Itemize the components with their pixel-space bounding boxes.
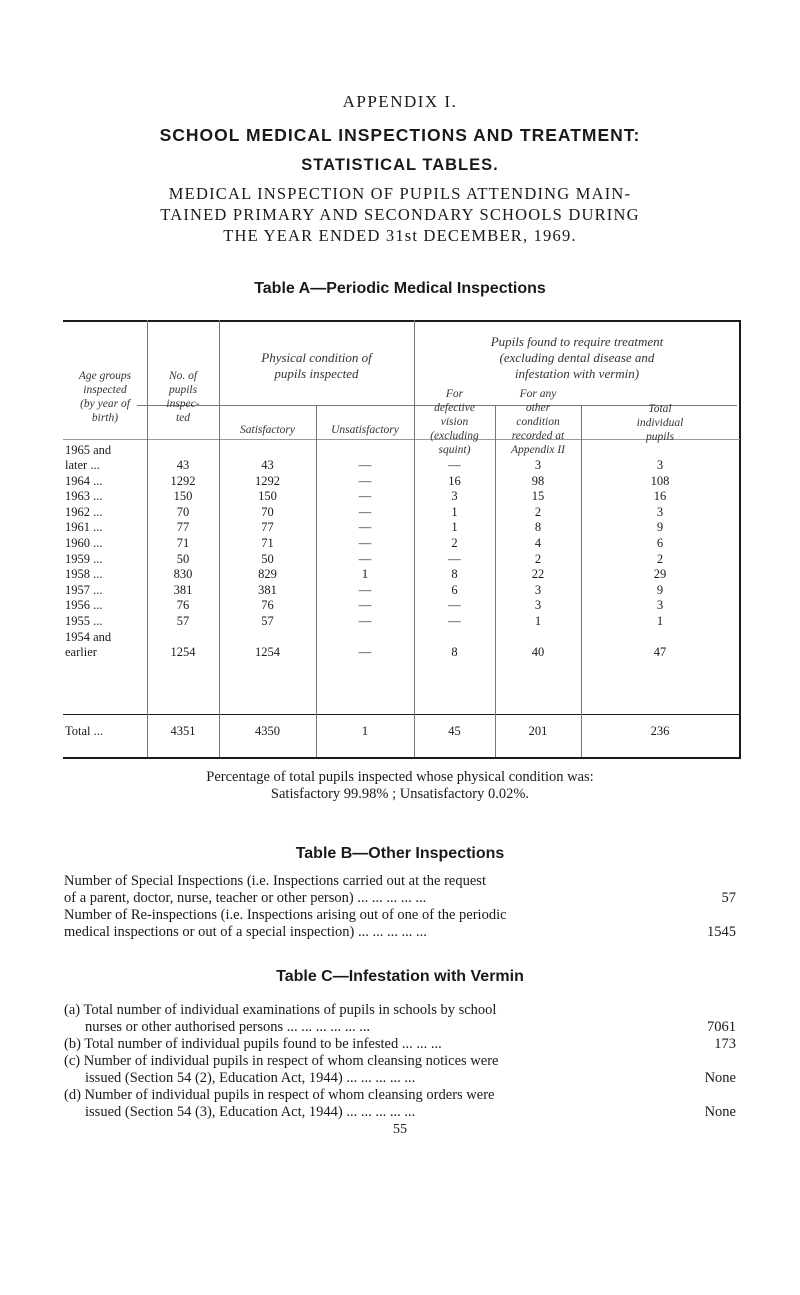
row-sat: 43 bbox=[261, 458, 274, 472]
total-no: 4351 bbox=[170, 724, 196, 738]
col-no-line-4: ted bbox=[175, 412, 191, 424]
table-b-heading: Table B—Other Inspections bbox=[295, 845, 505, 862]
row-age: 1958 ... bbox=[65, 567, 103, 582]
col-other-line-5: Appendix II bbox=[511, 444, 565, 456]
col-satisfactory: Satisfactory bbox=[240, 424, 295, 436]
row-sat: 1292 bbox=[255, 473, 280, 488]
table-c-item-a-value: 7061 bbox=[707, 1019, 736, 1035]
table-row bbox=[63, 474, 740, 489]
table-row bbox=[63, 629, 740, 660]
row-age: 1955 ... bbox=[65, 614, 103, 628]
table-c-item-b-line-1: (b) Total number of individual pupils found to be infested ... ... ... 173 bbox=[64, 1036, 736, 1052]
row-sat: 76 bbox=[261, 598, 274, 613]
row-other: 2 bbox=[534, 551, 542, 566]
row-other: 15 bbox=[531, 489, 545, 504]
table-b-item-2-line-2: medical inspections or out of a special inspection) ... ... ... ... ... 1545 bbox=[64, 924, 736, 940]
row-other: 3 bbox=[534, 458, 542, 472]
row-no: 830 bbox=[173, 567, 193, 582]
row-total: 3 bbox=[656, 458, 664, 472]
group-treatment-line-3: infestation with vermin) bbox=[514, 366, 640, 381]
row-other: 98 bbox=[531, 473, 545, 488]
table-a bbox=[63, 320, 740, 759]
percentage-line-2: Satisfactory 99.98% ; Unsatisfactory 0.02%. bbox=[270, 786, 530, 802]
total-vision: 45 bbox=[448, 724, 461, 738]
intro-line-1: MEDICAL INSPECTION OF PUPILS ATTENDING MAIN- bbox=[168, 184, 632, 203]
table-row bbox=[63, 489, 740, 504]
row-age: 1961 ... bbox=[65, 520, 103, 535]
row-no: 1292 bbox=[170, 473, 196, 488]
row-vision: — bbox=[448, 458, 461, 472]
table-row bbox=[63, 505, 740, 520]
row-age-first-line: 1954 and bbox=[65, 629, 112, 644]
table-c-item-b-value: 173 bbox=[714, 1036, 736, 1052]
row-vision: 16 bbox=[448, 473, 461, 488]
row-sat: 50 bbox=[261, 551, 274, 566]
row-unsat: — bbox=[358, 551, 372, 566]
row-vision: — bbox=[448, 598, 461, 613]
row-sat: 70 bbox=[261, 504, 274, 519]
col-total-line-2: individual bbox=[636, 417, 684, 429]
col-unsatisfactory: Unsatisfactory bbox=[331, 424, 399, 436]
row-other: 4 bbox=[534, 536, 542, 550]
table-c-item-d-value: None bbox=[704, 1104, 736, 1120]
table-b-item-2-value: 1545 bbox=[707, 924, 736, 940]
table-row bbox=[63, 567, 740, 582]
row-unsat: — bbox=[358, 458, 372, 472]
col-other-line-1: For any bbox=[519, 388, 557, 400]
row-age: 1957 ... bbox=[65, 582, 103, 597]
row-no: 43 bbox=[176, 458, 190, 472]
group-treatment-line-1: Pupils found to require treatment bbox=[490, 334, 664, 349]
col-total-line-1: Total bbox=[648, 403, 672, 415]
row-other: 8 bbox=[534, 520, 542, 535]
total-sat: 4350 bbox=[255, 724, 280, 738]
row-no: 76 bbox=[176, 598, 190, 613]
col-no-line-2: pupils bbox=[168, 384, 198, 396]
total-unsat: 1 bbox=[361, 724, 369, 738]
table-c-item-a-line-2: nurses or other authorised persons ... ... ... ... ... ... 7061 bbox=[85, 1019, 736, 1035]
col-vision-line-5: squint) bbox=[438, 444, 471, 456]
row-other: 3 bbox=[534, 582, 542, 597]
col-total-line-3: pupils bbox=[645, 431, 675, 443]
row-vision: 3 bbox=[451, 489, 458, 504]
appendix-label: APPENDIX I. bbox=[342, 92, 458, 111]
row-sat: 1254 bbox=[255, 644, 280, 659]
group-physical-line-1: Physical condition of bbox=[261, 350, 372, 365]
row-age: later ... bbox=[65, 458, 100, 472]
table-row bbox=[63, 614, 740, 629]
row-age: 1964 ... bbox=[65, 473, 103, 488]
table-c-item-d-line-2: issued (Section 54 (3), Education Act, 1944) ... ... ... ... ... None bbox=[85, 1104, 736, 1120]
table-a-total-row bbox=[63, 724, 740, 739]
col-other-line-2: other bbox=[525, 402, 551, 414]
col-no-line-1: No. of bbox=[168, 370, 198, 382]
table-c-item-c-line-1: (c) Number of individual pupils in respect of whom cleansing notices were bbox=[64, 1053, 499, 1069]
table-c-heading: Table C—Infestation with Vermin bbox=[276, 968, 524, 985]
table-row bbox=[63, 536, 740, 551]
table-row bbox=[63, 583, 740, 598]
group-physical-line-2: pupils inspected bbox=[274, 366, 359, 381]
page-subtitle: STATISTICAL TABLES. bbox=[301, 156, 499, 174]
row-vision: 2 bbox=[451, 536, 458, 550]
table-c-item-d-line-1: (d) Number of individual pupils in respect of whom cleansing orders were bbox=[64, 1087, 495, 1103]
row-no: 1254 bbox=[170, 644, 196, 659]
table-row bbox=[63, 598, 740, 613]
col-other-line-3: condition bbox=[516, 416, 560, 428]
table-b-item-1-line-2: of a parent, doctor, nurse, teacher or other person) ... ... ... ... ... 57 bbox=[64, 890, 736, 906]
row-total: 6 bbox=[656, 536, 664, 550]
col-age-line-4: birth) bbox=[91, 412, 119, 424]
table-c-item-a-line-1: (a) Total number of individual examinations of pupils in schools by school bbox=[64, 1002, 497, 1018]
col-no-line-3: inspec- bbox=[166, 398, 200, 410]
percentage-line-1: Percentage of total pupils inspected whose physical condition was: bbox=[206, 769, 594, 785]
row-total: 2 bbox=[656, 551, 664, 566]
page-number: 55 bbox=[393, 1122, 407, 1137]
row-no: 71 bbox=[176, 536, 190, 550]
row-age: 1962 ... bbox=[65, 504, 103, 519]
row-total: 3 bbox=[656, 598, 664, 613]
row-age: 1959 ... bbox=[65, 551, 103, 566]
row-age: 1960 ... bbox=[65, 536, 103, 550]
table-b-item-2-line-1: Number of Re-inspections (i.e. Inspections arising out of one of the periodic bbox=[64, 907, 507, 923]
row-age: earlier bbox=[65, 644, 97, 659]
table-row bbox=[63, 552, 740, 567]
row-no: 77 bbox=[176, 520, 190, 535]
row-unsat: — bbox=[358, 644, 372, 659]
total-total: 236 bbox=[650, 724, 670, 738]
col-vision-line-2: defective bbox=[434, 402, 475, 414]
row-no: 50 bbox=[176, 551, 190, 566]
row-total: 9 bbox=[656, 520, 664, 535]
row-unsat: — bbox=[358, 473, 372, 488]
col-age-line-1: Age groups bbox=[78, 370, 132, 382]
col-age-line-3: (by year of bbox=[80, 398, 130, 410]
row-total: 3 bbox=[656, 504, 664, 519]
table-a-heading: Table A—Periodic Medical Inspections bbox=[254, 280, 546, 297]
row-vision: 1 bbox=[451, 520, 458, 535]
table-row bbox=[63, 520, 740, 535]
row-age-first-line: 1965 and bbox=[65, 443, 112, 457]
intro-line-3: THE YEAR ENDED 31st DECEMBER, 1969. bbox=[223, 226, 577, 245]
row-total: 108 bbox=[650, 473, 670, 488]
row-unsat: — bbox=[358, 536, 372, 550]
row-unsat: — bbox=[358, 614, 372, 628]
total-other: 201 bbox=[528, 724, 548, 738]
row-sat: 829 bbox=[258, 567, 277, 582]
row-total: 29 bbox=[653, 567, 667, 582]
intro-line-2: TAINED PRIMARY AND SECONDARY SCHOOLS DURING bbox=[160, 205, 640, 224]
row-no: 70 bbox=[176, 504, 190, 519]
col-other-line-4: recorded at bbox=[511, 430, 565, 442]
row-no: 57 bbox=[176, 614, 190, 628]
row-unsat: — bbox=[358, 582, 372, 597]
row-sat: 71 bbox=[261, 536, 274, 550]
row-unsat: — bbox=[358, 489, 372, 504]
row-vision: 1 bbox=[451, 504, 458, 519]
row-vision: 8 bbox=[451, 567, 458, 582]
row-sat: 57 bbox=[261, 614, 274, 628]
table-b-item-1-value: 57 bbox=[721, 890, 736, 906]
row-total: 16 bbox=[653, 489, 667, 504]
page-title: SCHOOL MEDICAL INSPECTIONS AND TREATMENT: bbox=[159, 125, 641, 145]
row-sat: 77 bbox=[261, 520, 274, 535]
row-vision: — bbox=[448, 551, 461, 566]
row-unsat: 1 bbox=[361, 567, 369, 582]
row-total: 47 bbox=[653, 644, 667, 659]
row-total: 9 bbox=[656, 582, 664, 597]
row-age: 1956 ... bbox=[65, 598, 103, 613]
row-other: 3 bbox=[534, 598, 542, 613]
row-vision: 8 bbox=[451, 644, 458, 659]
row-no: 381 bbox=[173, 582, 193, 597]
row-unsat: — bbox=[358, 504, 372, 519]
row-sat: 150 bbox=[258, 489, 277, 504]
table-c-item-c-line-2: issued (Section 54 (2), Education Act, 1944) ... ... ... ... ... None bbox=[85, 1070, 736, 1086]
col-age-line-2: inspected bbox=[83, 384, 127, 396]
col-vision-line-4: (excluding bbox=[430, 430, 479, 442]
row-age: 1963 ... bbox=[65, 489, 103, 504]
row-total: 1 bbox=[656, 614, 664, 628]
col-vision-line-3: vision bbox=[440, 416, 469, 428]
row-other: 40 bbox=[531, 644, 545, 659]
row-vision: 6 bbox=[451, 582, 458, 597]
row-other: 22 bbox=[531, 567, 545, 582]
table-c-item-c-value: None bbox=[704, 1070, 736, 1086]
row-sat: 381 bbox=[258, 582, 277, 597]
row-unsat: — bbox=[358, 598, 372, 613]
total-age: Total ... bbox=[65, 724, 104, 738]
row-other: 2 bbox=[534, 504, 542, 519]
table-b-item-1-line-1: Number of Special Inspections (i.e. Inspections carried out at the request bbox=[64, 873, 486, 889]
row-unsat: — bbox=[358, 520, 372, 535]
row-other: 1 bbox=[534, 614, 542, 628]
group-treatment-line-2: (excluding dental disease and bbox=[499, 350, 655, 365]
col-vision-line-1: For bbox=[445, 388, 464, 400]
row-vision: — bbox=[448, 614, 461, 628]
row-no: 150 bbox=[173, 489, 193, 504]
